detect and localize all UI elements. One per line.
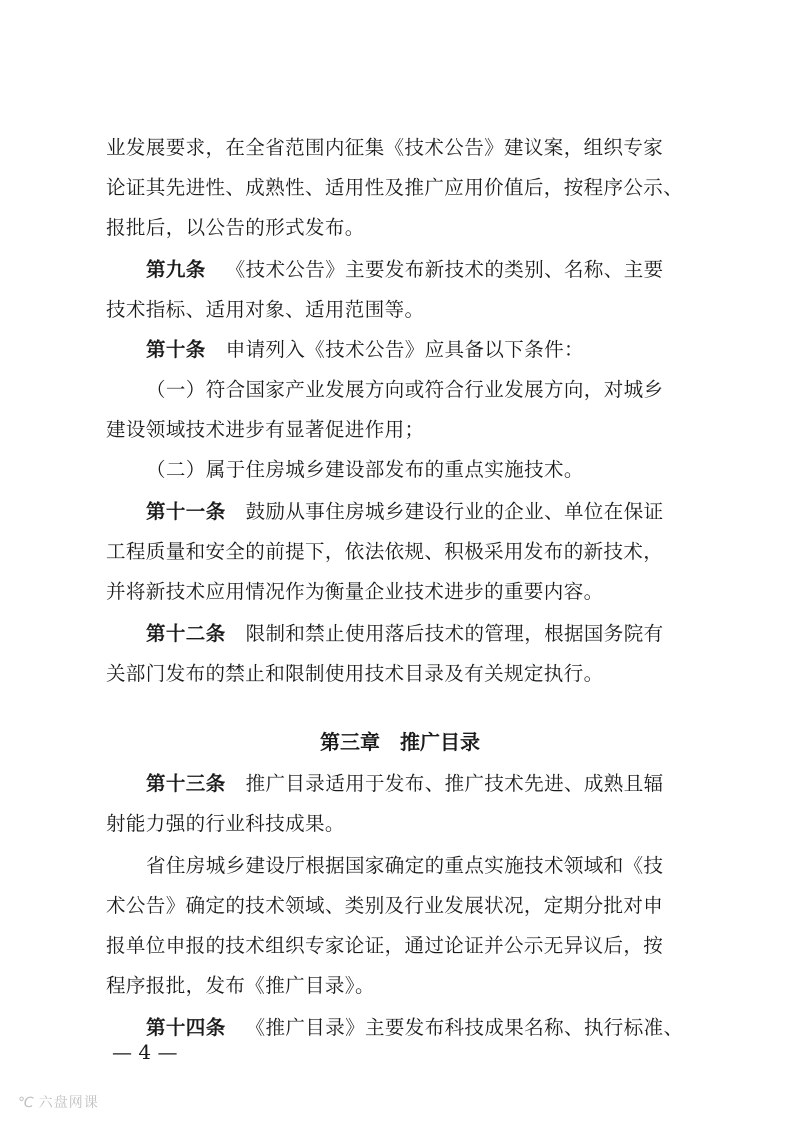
article-9-heading: 第九条 (146, 258, 206, 281)
text-line: 报单位申报的技术组织专家论证，通过论证并公示无异议后，按 (106, 934, 664, 957)
text-line: 工程质量和安全的前提下，依法依规、积极采用发布的新技术， (106, 540, 664, 563)
text-line: 射能力强的行业科技成果。 (106, 812, 345, 835)
text-line: 术公告》确定的技术领域、类别及行业发展状况，定期分批对申 (106, 894, 664, 917)
page-number: — 4 — (112, 1040, 178, 1064)
article-10-line: 第十条 申请列入《技术公告》应具备以下条件： (146, 338, 584, 361)
watermark-text: 六盘网课 (38, 1095, 99, 1111)
text-line: 省住房城乡建设厅根据国家确定的重点实施技术领域和《技 (146, 854, 664, 877)
text-line: 技术指标、适用对象、适用范围等。 (106, 298, 425, 321)
article-13-line: 第十三条 推广目录适用于发布、推广技术先进、成熟且辐 (146, 772, 664, 795)
text-line: 报批后，以公告的形式发布。 (106, 216, 365, 239)
text-line: 并将新技术应用情况作为衡量企业技术进步的重要内容。 (106, 580, 604, 603)
article-13-heading: 第十三条 (146, 772, 226, 795)
article-10-heading: 第十条 (146, 338, 206, 361)
text-line: 业发展要求，在全省范围内征集《技术公告》建议案，组织专家 (106, 136, 664, 159)
article-12-heading: 第十二条 (146, 622, 226, 645)
article-14-heading: 第十四条 (146, 1016, 226, 1039)
text-line: 程序报批，发布《推广目录》。 (106, 974, 375, 997)
watermark (18, 1092, 99, 1112)
article-14-line: 第十四条 《推广目录》主要发布科技成果名称、执行标准、 (146, 1016, 684, 1039)
article-12-line: 第十二条 限制和禁止使用落后技术的管理，根据国务院有 (146, 622, 664, 645)
article-11-heading: 第十一条 (146, 500, 226, 523)
text-line: 关部门发布的禁止和限制使用技术目录及有关规定执行。 (106, 662, 604, 685)
chapter-heading: 第三章 推广目录 (320, 730, 480, 754)
text-line: 建设领域技术进步有显著促进作用； (106, 418, 425, 441)
text-line: 论证其先进性、成熟性、适用性及推广应用价值后，按程序公示、 (106, 176, 684, 199)
article-9-line: 第九条 《技术公告》主要发布新技术的类别、名称、主要 (146, 258, 664, 281)
watermark-logo-icon: ℃ (18, 1095, 35, 1111)
text-line: （一）符合国家产业发展方向或符合行业发展方向，对城乡 (146, 378, 664, 401)
text-line: （二）属于住房城乡建设部发布的重点实施技术。 (146, 458, 584, 481)
article-11-line: 第十一条 鼓励从事住房城乡建设行业的企业、单位在保证 (146, 500, 664, 523)
